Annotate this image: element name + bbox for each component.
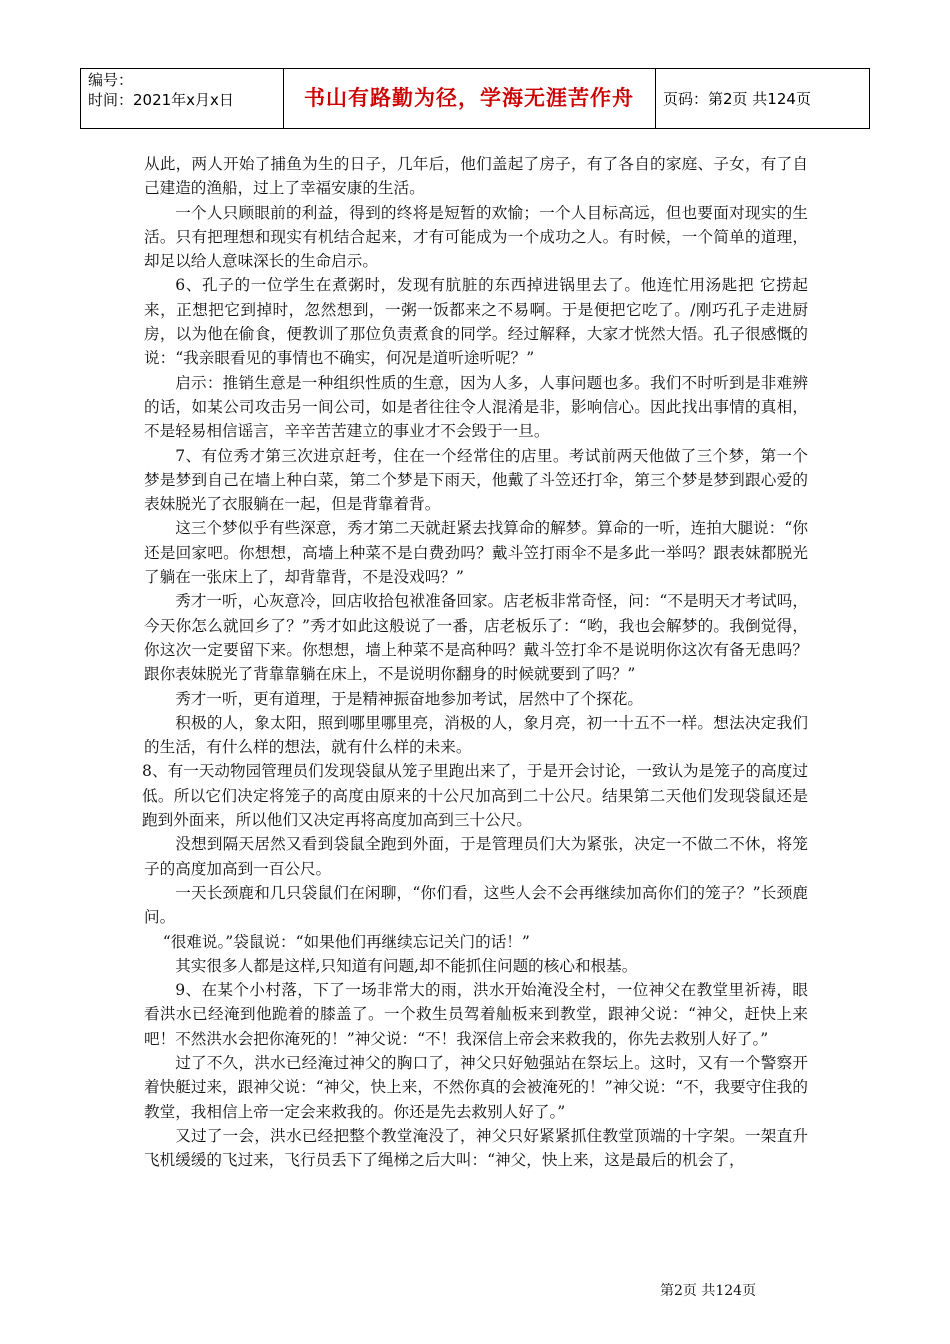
date-label: 时间：2021年x月x日 xyxy=(88,91,234,109)
paragraph: 没想到隔天居然又看到袋鼠全跑到外面，于是管理员们大为紧张，决定一不做二不休，将笼子的高度加高到一百公尺。 xyxy=(144,835,808,878)
paragraph: 从此，两人开始了捕鱼为生的日子，几年后，他们盖起了房子，有了各自的家庭、子女，有了自己建造的渔船，过上了幸福安康的生活。 xyxy=(144,155,808,198)
paragraph: 秀才一听，更有道理，于是精神振奋地参加考试，居然中了个探花。 xyxy=(175,689,644,708)
header-right-border xyxy=(869,68,870,129)
header-meta xyxy=(88,70,234,110)
paragraph: 7、有位秀才第三次进京赶考，住在一个经常住的店里。考试前两天他做了三个梦，第一个梦是梦到自己在墙上种白菜，第二个梦是下雨天，他戴了斗笠还打伞，第三个梦是梦到跟心爱的表妹脱光了衣服躺在一起，但是背靠着背。 xyxy=(144,446,808,514)
paragraph: 又过了一会，洪水已经把整个教堂淹没了，神父只好紧紧抓住教堂顶端的十字架。一架直升飞机缓缓的飞过来，飞行员丢下了绳梯之后大叫：“神父，快上来，这是最后的机会了， xyxy=(144,1126,808,1170)
paragraph: 一个人只顾眼前的利益，得到的终将是短暂的欢愉；一个人目标高远，但也要面对现实的生活。只有把理想和现实有机结合起来，才有可能成为一个成功之人。有时候，一个简单的道理，却足以给人意味深长的生命启示。 xyxy=(144,203,808,271)
header-left-border xyxy=(80,68,81,129)
page-footer: 第2页 共124页 xyxy=(660,1283,757,1299)
paragraph: 秀才一听，心灰意冷，回店收拾包袱准备回家。店老板非常奇怪，问：“不是明天才考试吗，今天你怎么就回乡了？”秀才如此这般说了一番，店老板乐了：“哟，我也会解梦的。我倒觉得，你这次一定要留下来。你想想，墙上种菜不是高种吗？戴斗笠打伞不是说明你这次有备无患吗？跟你表妹脱光了背靠靠躺在床上，不是说明你翻身的时候就要到了吗？” xyxy=(144,592,808,684)
paragraph: 8、有一天动物园管理员们发现袋鼠从笼子里跑出来了，于是开会讨论，一致认为是笼子的高度过低。所以它们决定将笼子的高度由原来的十公尺加高到二十公尺。结果第二天他们发现袋鼠还是跑到外面来，所以他们又决定再将高度加高到三十公尺。 xyxy=(142,762,808,830)
paragraph: 一天长颈鹿和几只袋鼠们在闲聊，“你们看，这些人会不会再继续加高你们的笼子？”长颈鹿问。 xyxy=(144,883,808,927)
paragraph: 启示：推销生意是一种组织性质的生意，因为人多，人事问题也多。我们不时听到是非难辨的话，如某公司攻击另一间公司，如是者往往令人混淆是非，影响信心。因此找出事情的真相，不是轻易相信谣言，辛辛苦苦建立的事业才不会毁于一旦。 xyxy=(144,373,808,441)
header-top-rule xyxy=(80,68,870,69)
paragraph: 这三个梦似乎有些深意，秀才第二天就赶紧去找算命的解梦。算命的一听，连拍大腿说：“你还是回家吧。你想想，高墙上种菜不是白费劲吗？戴斗笠打雨伞不是多此一举吗？跟表妹都脱光了躺在一张床上了，却背靠背，不是没戏吗？” xyxy=(144,519,808,587)
document-body xyxy=(144,152,808,1172)
paragraph: “很难说。”袋鼠说：“如果他们再继续忘记关门的话！” xyxy=(162,932,530,951)
number-label: 编号： xyxy=(88,71,134,89)
header-motto: 书山有路勤为径，学海无涯苦作舟 xyxy=(304,86,634,110)
paragraph: 9、在某个小村落，下了一场非常大的雨，洪水开始淹没全村，一位神父在教堂里祈祷，眼看洪水已经淹到他跪着的膝盖了。一个救生员驾着舢板来到教堂，跟神父说：“神父，赶快上来吧！不然洪水会把你淹死的！”神父说：“不！我深信上帝会来救我的，你先去救别人好了。” xyxy=(144,981,808,1048)
header-page-label: 页码：第2页 共124页 xyxy=(663,90,811,108)
paragraph: 6、孔子的一位学生在煮粥时，发现有肮脏的东西掉进锅里去了。他连忙用汤匙把 它捞起来，正想把它到掉时，忽然想到，一粥一饭都来之不易啊。于是便把它吃了。/刚巧孔子走进厨房，以为他在偷食，便教训了那位负责煮食的同学。经过解释，大家才恍然大悟。孔子很感慨的说：“我亲眼看见的事情也不确实，何况是道听途听呢？” xyxy=(144,276,808,368)
header-divider-2 xyxy=(655,68,656,129)
paragraph: 其实很多人都是这样,只知道有问题,却不能抓住问题的核心和根基。 xyxy=(175,956,638,975)
paragraph: 过了不久，洪水已经淹过神父的胸口了，神父只好勉强站在祭坛上。这时，又有一个警察开着快艇过来，跟神父说：“神父，快上来，不然你真的会被淹死的！”神父说：“不，我要守住我的教堂，我相信上帝一定会来救我的。你还是先去救别人好了。” xyxy=(144,1053,808,1121)
header-bottom-rule xyxy=(80,128,870,129)
paragraph: 积极的人，象太阳，照到哪里哪里亮，消极的人，象月亮，初一十五不一样。想法决定我们的生活，有什么样的想法，就有什么样的未来。 xyxy=(144,713,808,757)
